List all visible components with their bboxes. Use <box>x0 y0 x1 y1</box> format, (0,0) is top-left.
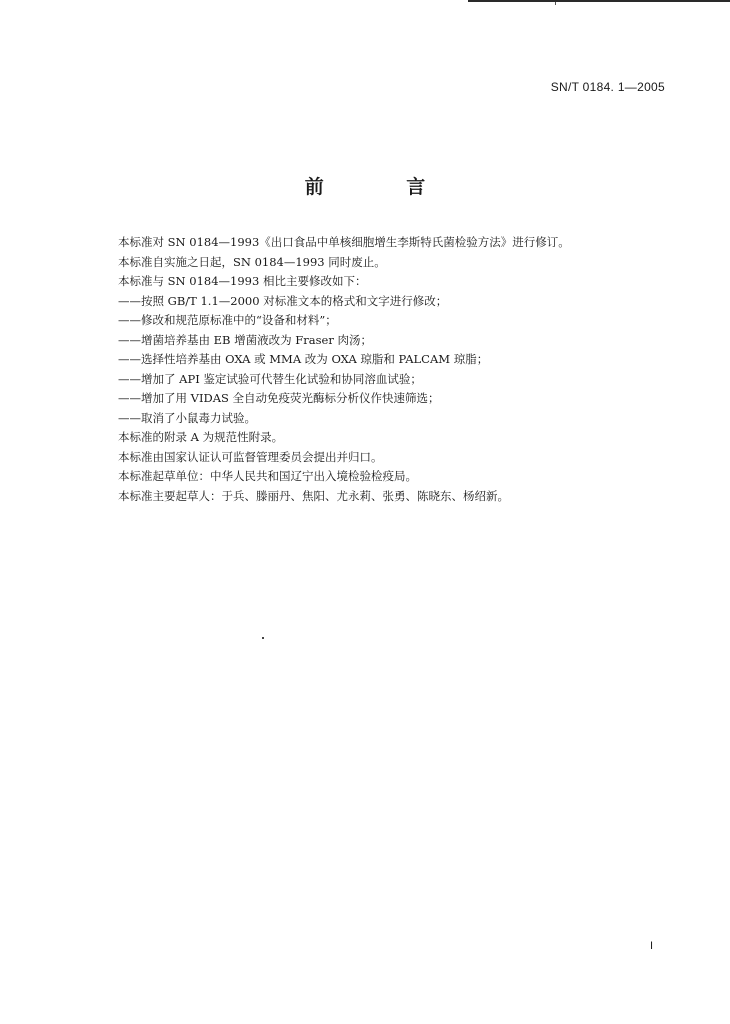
foreword-line: 本标准与 SN 0184—1993 相比主要修改如下： <box>118 274 367 288</box>
foreword-line: ——按照 GB/T 1.1—2000 对标准文本的格式和文字进行修改； <box>118 293 448 308</box>
page-title: 前 言 <box>304 176 464 198</box>
foreword-line: 本标准自实施之日起，SN 0184—1993 同时废止。 <box>118 254 386 269</box>
document-code: SN/T 0184. 1—2005 <box>550 80 665 94</box>
foreword-line: ——修改和规范原标准中的“设备和材料”； <box>118 313 337 327</box>
foreword-line: ——增菌培养基由 EB 增菌液改为 Fraser 肉汤； <box>118 332 373 347</box>
scan-speck <box>262 637 264 639</box>
foreword-line: 本标准的附录 A 为规范性附录。 <box>118 430 284 444</box>
foreword-line: 本标准对 SN 0184—1993《出口食品中单核细胞增生李斯特氏菌检验方法》进行修订。 <box>118 235 570 249</box>
scan-edge-line <box>468 0 730 2</box>
page-number: I <box>650 940 654 952</box>
foreword-line: ——增加了用 VIDAS 全自动免疫荧光酶标分析仪作快速筛选； <box>118 391 440 405</box>
foreword-body <box>118 233 638 506</box>
foreword-line: 本标准主要起草人：于兵、滕丽丹、焦阳、尤永莉、张勇、陈晓东、杨绍新。 <box>118 488 509 503</box>
foreword-line: ——增加了 API 鉴定试验可代替生化试验和协同溶血试验； <box>118 371 422 386</box>
foreword-line: 本标准由国家认证认可监督管理委员会提出并归口。 <box>118 449 383 464</box>
foreword-line: 本标准起草单位：中华人民共和国辽宁出入境检验检疫局。 <box>118 469 417 483</box>
foreword-line: ——选择性培养基由 OXA 或 MMA 改为 OXA 琼脂和 PALCAM 琼脂； <box>118 352 489 366</box>
foreword-line: ——取消了小鼠毒力试验。 <box>118 410 256 425</box>
scan-edge-mark <box>555 2 556 5</box>
